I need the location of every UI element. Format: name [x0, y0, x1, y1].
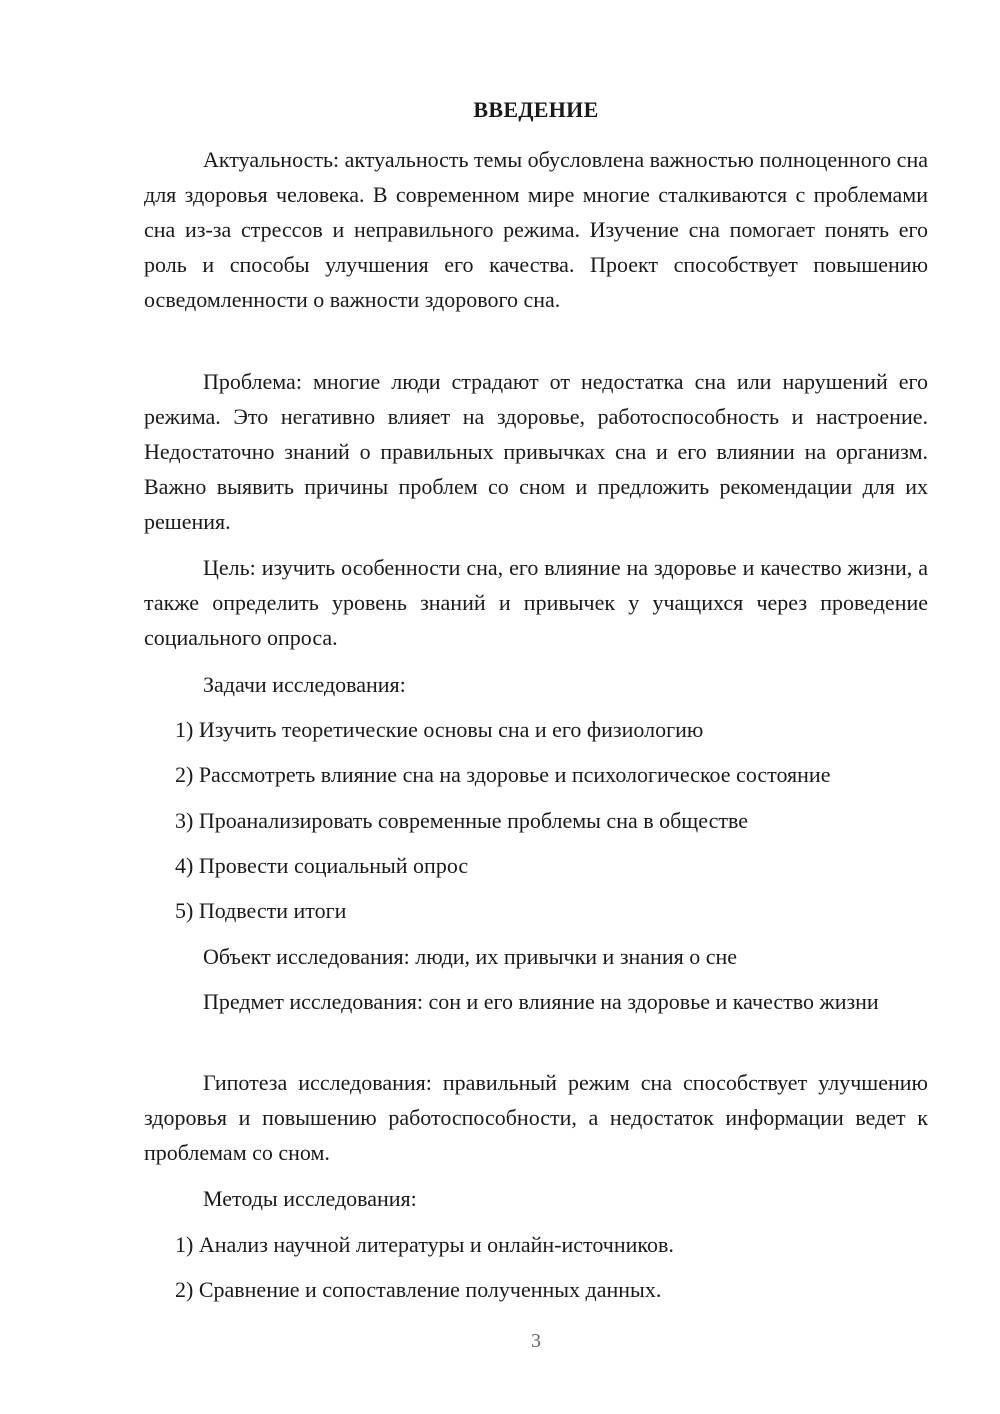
object-line: [144, 939, 928, 974]
task-item-text: 2) Рассмотреть влияние сна на здоровье и психологическое состояние: [175, 762, 831, 787]
task-item-text: 3) Проанализировать современные проблемы сна в обществе: [175, 808, 748, 833]
method-item-text: 2) Сравнение и сопоставление полученных данных.: [175, 1277, 662, 1302]
method-item-text: 1) Анализ научной литературы и онлайн-источников.: [175, 1232, 674, 1257]
task-item: [144, 757, 928, 792]
method-item: [144, 1227, 928, 1262]
object-text: Объект исследования: люди, их привычки и знания о сне: [203, 944, 738, 969]
page-number: 3: [531, 1330, 541, 1352]
task-item: [144, 712, 928, 747]
subject-paragraph: [144, 984, 928, 1019]
tasks-title: Задачи исследования:: [203, 672, 406, 697]
problem-paragraph: [144, 364, 928, 539]
tasks-title-line: [144, 667, 928, 702]
task-item: [144, 848, 928, 883]
methods-title: Методы исследования:: [203, 1186, 417, 1211]
method-item: [144, 1272, 928, 1307]
problem-text: Проблема: многие люди страдают от недостатка сна или нарушений его режима. Это негативно влияет на здоровье, работоспособность и настроение. Недостаточно знаний о правильных привычках сна и его влиянии на организм. Важно выявить причины проблем со сном и предложить рекомендации для их решения.: [144, 369, 928, 534]
section-heading: ВВЕДЕНИЕ: [473, 97, 599, 122]
hypothesis-paragraph: [144, 1065, 928, 1170]
methods-title-line: [144, 1181, 928, 1216]
relevance-paragraph: [144, 142, 928, 317]
goal-paragraph: [144, 550, 928, 655]
task-item: [144, 893, 928, 928]
task-item-text: 4) Провести социальный опрос: [175, 853, 469, 878]
relevance-text: Актуальность: актуальность темы обусловлена важностью полноценного сна для здоровья человека. В современном мире многие сталкиваются с проблемами сна из-за стрессов и неправильного режима. Изучение сна помогает понять его роль и способы улучшения его качества. Проект способствует повышению осведомленности о важности здорового сна.: [144, 147, 928, 312]
subject-text: Предмет исследования: сон и его влияние на здоровье и качество жизни: [203, 989, 879, 1014]
task-item-text: 5) Подвести итоги: [175, 898, 347, 923]
task-item: [144, 803, 928, 838]
goal-text: Цель: изучить особенности сна, его влияние на здоровье и качество жизни, а также определить уровень знаний и привычек у учащихся через проведение социального опроса.: [144, 555, 928, 650]
task-item-text: 1) Изучить теоретические основы сна и его физиологию: [175, 717, 704, 742]
hypothesis-text: Гипотеза исследования: правильный режим сна способствует улучшению здоровья и повышению работоспособности, а недостаток информации ведет к проблемам со сном.: [144, 1070, 928, 1165]
